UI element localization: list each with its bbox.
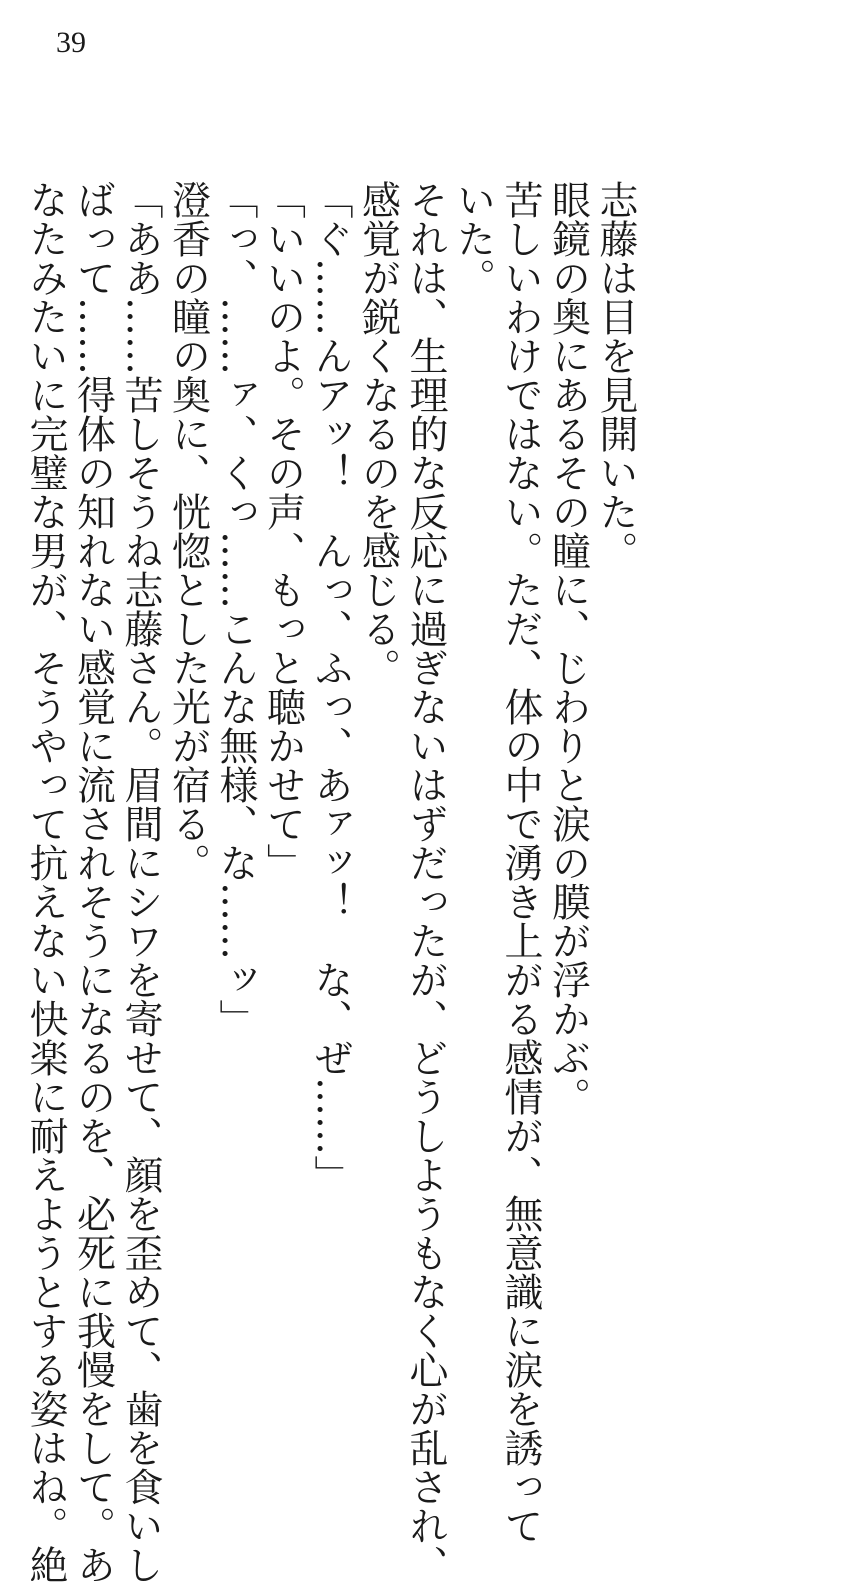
text-line: 志藤は目を見開いた。 [593, 180, 638, 570]
text-line: 「っ、……ァ、くっ……こんな無様、な……ッ」 [213, 180, 258, 1038]
text-line: 苦しいわけではない。ただ、体の中で湧き上がる感情が、無意識に涙を誘って [498, 180, 543, 1545]
text-line: なたみたいに完璧な男が、そうやって抗えない快楽に耐えようとする姿はね。絶 [23, 180, 68, 1584]
text-line: 眼鏡の奥にあるその瞳に、じわりと涙の膜が浮かぶ。 [545, 180, 591, 1116]
text-line: 感覚が鋭くなるのを感じる。 [355, 180, 401, 687]
text-line: 「いいのよ。その声、もっと聴かせて」 [260, 180, 306, 882]
text-line: 「ああ……苦しそうね志藤さん。眉間にシワを寄せて、顔を歪めて、歯を食いし [118, 180, 163, 1584]
text-line: 澄香の瞳の奥に、恍惚とした光が宿る。 [165, 180, 211, 882]
text-line: 「ぐ……んアッ！ んっ、ふっ、あァッ！ な、ぜ……」 [308, 180, 353, 1194]
vertical-text-body [23, 180, 639, 1584]
page-number: 39 [56, 26, 86, 59]
text-line: ばって……得体の知れない感覚に流されそうになるのを、必死に我慢をして。あ [70, 180, 116, 1584]
text-line: いた。 [450, 180, 496, 297]
text-line: それは、生理的な反応に過ぎないはずだったが、どうしようもなく心が乱され、 [403, 180, 448, 1584]
